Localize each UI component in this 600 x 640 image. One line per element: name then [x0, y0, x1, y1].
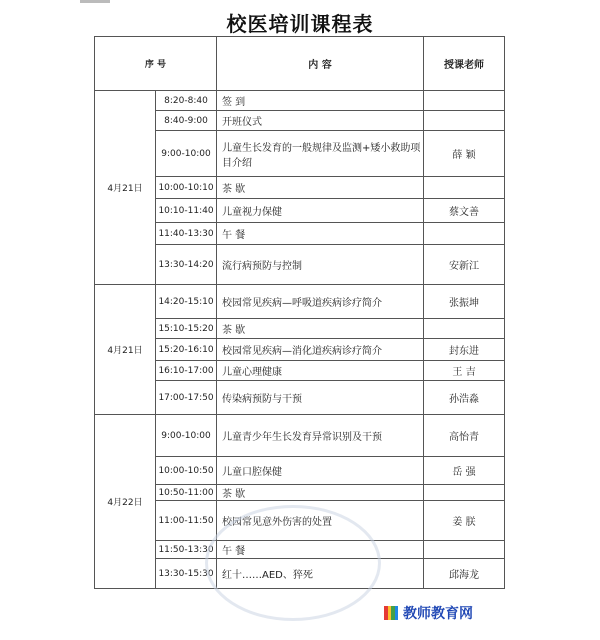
schedule-row: [95, 339, 505, 361]
logo-text: 教师教育网: [403, 606, 473, 622]
schedule-row: [95, 245, 505, 285]
time-cell: 10:50-11:00: [156, 485, 217, 501]
content-cell: 校园常见疾病—呼吸道疾病诊疗简介: [217, 285, 424, 319]
time-cell: 9:00-10:00: [156, 131, 217, 177]
teacher-cell: 蔡文善: [424, 199, 505, 223]
content-cell: 儿童心理健康: [217, 361, 424, 381]
teacher-cell: [424, 541, 505, 559]
time-cell: 10:10-11:40: [156, 199, 217, 223]
teacher-cell: [424, 319, 505, 339]
time-cell: 15:20-16:10: [156, 339, 217, 361]
teacher-cell: 王 吉: [424, 361, 505, 381]
content-cell: 茶 歇: [217, 177, 424, 199]
watermark-logo: [380, 602, 477, 624]
teacher-cell: [424, 91, 505, 111]
content-cell: 传染病预防与干预: [217, 381, 424, 415]
scan-mark: [80, 0, 110, 3]
time-cell: 11:00-11:50: [156, 501, 217, 541]
content-cell: 午 餐: [217, 541, 424, 559]
schedule-row: [95, 319, 505, 339]
book-logo-icon: [384, 606, 398, 620]
teacher-cell: 张振坤: [424, 285, 505, 319]
date-cell: 4月22日: [95, 415, 156, 589]
teacher-cell: [424, 223, 505, 245]
header-content: 内 容: [217, 37, 424, 91]
official-seal: [205, 505, 381, 621]
time-cell: 14:20-15:10: [156, 285, 217, 319]
schedule-row: [95, 381, 505, 415]
content-cell: 茶 歇: [217, 485, 424, 501]
time-cell: 10:00-10:50: [156, 457, 217, 485]
teacher-cell: [424, 111, 505, 131]
header-teacher: 授课老师: [424, 37, 505, 91]
content-cell: 儿童青少年生长发育异常识别及干预: [217, 415, 424, 457]
schedule-row: [95, 223, 505, 245]
content-cell: 儿童口腔保健: [217, 457, 424, 485]
schedule-row: [95, 111, 505, 131]
schedule-row: [95, 485, 505, 501]
schedule-row: [95, 415, 505, 457]
content-cell: 开班仪式: [217, 111, 424, 131]
time-cell: 13:30-15:30: [156, 559, 217, 589]
date-cell: 4月21日: [95, 285, 156, 415]
content-cell: 茶 歇: [217, 319, 424, 339]
teacher-cell: 封东进: [424, 339, 505, 361]
logo-stripe: [395, 606, 399, 620]
teacher-cell: [424, 485, 505, 501]
time-cell: 16:10-17:00: [156, 361, 217, 381]
page-title: 校医培训课程表: [226, 12, 374, 36]
time-cell: 11:40-13:30: [156, 223, 217, 245]
schedule-row: [95, 285, 505, 319]
schedule-row: [95, 91, 505, 111]
header-seq: 序 号: [95, 37, 217, 91]
content-cell: 签 到: [217, 91, 424, 111]
teacher-cell: 高怡青: [424, 415, 505, 457]
teacher-cell: [424, 177, 505, 199]
content-cell: 校园常见疾病—消化道疾病诊疗简介: [217, 339, 424, 361]
time-cell: 11:50-13:30: [156, 541, 217, 559]
content-cell: 校园常见意外伤害的处置: [217, 501, 424, 541]
content-cell: 午 餐: [217, 223, 424, 245]
schedule-row: [95, 361, 505, 381]
content-cell: 流行病预防与控制: [217, 245, 424, 285]
teacher-cell: 薛 颖: [424, 131, 505, 177]
teacher-cell: 孙浩淼: [424, 381, 505, 415]
date-cell: 4月21日: [95, 91, 156, 285]
time-cell: 13:30-14:20: [156, 245, 217, 285]
content-cell: 红十……AED、猝死: [217, 559, 424, 589]
teacher-cell: 岳 强: [424, 457, 505, 485]
schedule-row: [95, 131, 505, 177]
teacher-cell: 安新江: [424, 245, 505, 285]
table-header-row: [95, 37, 505, 91]
time-cell: 17:00-17:50: [156, 381, 217, 415]
time-cell: 15:10-15:20: [156, 319, 217, 339]
time-cell: 10:00-10:10: [156, 177, 217, 199]
time-cell: 8:40-9:00: [156, 111, 217, 131]
time-cell: 8:20-8:40: [156, 91, 217, 111]
schedule-row: [95, 199, 505, 223]
time-cell: 9:00-10:00: [156, 415, 217, 457]
teacher-cell: 姜 朕: [424, 501, 505, 541]
schedule-row: [95, 457, 505, 485]
schedule-row: [95, 177, 505, 199]
teacher-cell: 邱海龙: [424, 559, 505, 589]
content-cell: 儿童视力保健: [217, 199, 424, 223]
content-cell: 儿童生长发育的一般规律及监测+矮小救助项目介绍: [217, 131, 424, 177]
